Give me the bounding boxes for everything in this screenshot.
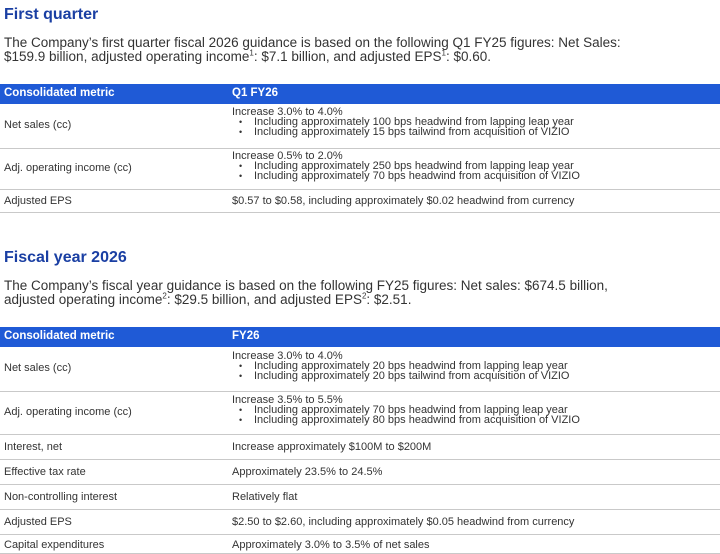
value-bullet: • Including approximately 80 bps headwind from acquisition of VIZIO (232, 415, 718, 425)
fy-footnote-ref: 2 (162, 291, 167, 301)
row-label: Effective tax rate (4, 466, 86, 478)
q1-footnote-ref: 1 (249, 48, 254, 58)
q1-intro-line2a: $159.9 billion, adjusted operating income (4, 49, 250, 64)
table-row (0, 460, 720, 485)
table-row (0, 347, 720, 392)
row-value: Relatively flat (232, 491, 298, 503)
q1-col-period: Q1 FY26 (232, 87, 279, 99)
q1-section-title: First quarter (4, 6, 99, 23)
fy-intro-line2c: : $2.51. (366, 292, 412, 307)
q1-intro-line2c: : $0.60. (445, 49, 492, 64)
q1-col-metric: Consolidated metric (4, 87, 115, 99)
row-label: Adjusted EPS (4, 516, 72, 528)
row-value: Approximately 3.0% to 3.5% of net sales (232, 539, 430, 551)
row-label: Adjusted EPS (4, 195, 72, 207)
row-value: $2.50 to $2.60, including approximately $0.05 headwind from currency (232, 516, 575, 528)
fy-footnote-ref: 2 (361, 291, 367, 301)
value-bullet: • Including approximately 100 bps headwind from lapping leap year (232, 117, 718, 127)
row-value (232, 151, 718, 181)
table-row (0, 435, 720, 460)
row-label: Adj. operating income (cc) (4, 162, 132, 174)
table-row (0, 149, 720, 190)
row-label: Capital expenditures (4, 539, 105, 551)
row-label: Adj. operating income (cc) (4, 406, 132, 418)
fy-intro-line2b: : $29.5 billion, and adjusted EPS (166, 292, 362, 307)
row-value: Increase approximately $100M to $200M (232, 441, 432, 453)
value-bullet: • Including approximately 70 bps headwind from lapping leap year (232, 405, 718, 415)
table-row (0, 485, 720, 510)
value-bullet: • Including approximately 15 bps tailwind from acquisition of VIZIO (232, 127, 718, 137)
row-value (232, 107, 718, 137)
q1-intro (4, 36, 716, 64)
value-main: Increase 3.0% to 4.0% (232, 350, 343, 362)
fy-table-header (0, 327, 720, 347)
fy-col-metric: Consolidated metric (4, 330, 115, 342)
row-value: $0.57 to $0.58, including approximately $0.02 headwind from currency (232, 195, 575, 207)
row-value (232, 395, 718, 425)
fy-col-period: FY26 (232, 330, 260, 342)
row-label: Net sales (cc) (4, 119, 72, 131)
value-bullet: • Including approximately 20 bps headwind from lapping leap year (232, 361, 718, 371)
row-label: Net sales (cc) (4, 362, 72, 374)
row-value (232, 351, 718, 381)
table-row (0, 510, 720, 535)
value-main: Increase 0.5% to 2.0% (232, 150, 343, 162)
q1-table-header (0, 84, 720, 104)
table-row (0, 190, 720, 213)
fy-intro-line1: The Company’s fiscal year guidance is based on the following FY25 figures: Net sales: $674.5 billion, (4, 278, 608, 293)
value-bullet: • Including approximately 70 bps headwind from acquisition of VIZIO (232, 171, 718, 181)
fy-intro-line2a: adjusted operating income (4, 292, 163, 307)
fy-intro (4, 279, 716, 307)
q1-footnote-ref: 1 (441, 48, 446, 58)
value-main: Increase 3.0% to 4.0% (232, 106, 343, 118)
row-label: Interest, net (4, 441, 63, 453)
row-value: Approximately 23.5% to 24.5% (232, 466, 383, 478)
row-label: Non-controlling interest (4, 491, 118, 503)
table-row (0, 535, 720, 554)
value-bullet: • Including approximately 250 bps headwind from lapping leap year (232, 161, 718, 171)
table-row (0, 104, 720, 149)
fy-section-title: Fiscal year 2026 (4, 249, 127, 266)
value-main: Increase 3.5% to 5.5% (232, 394, 343, 406)
q1-intro-line2b: : $7.1 billion, and adjusted EPS (253, 49, 442, 64)
value-bullet: • Including approximately 20 bps tailwind from acquisition of VIZIO (232, 371, 718, 381)
q1-intro-line1: The Company’s first quarter fiscal 2026 guidance is based on the following Q1 FY25 figures: Net Sales: (4, 35, 621, 50)
table-row (0, 392, 720, 435)
